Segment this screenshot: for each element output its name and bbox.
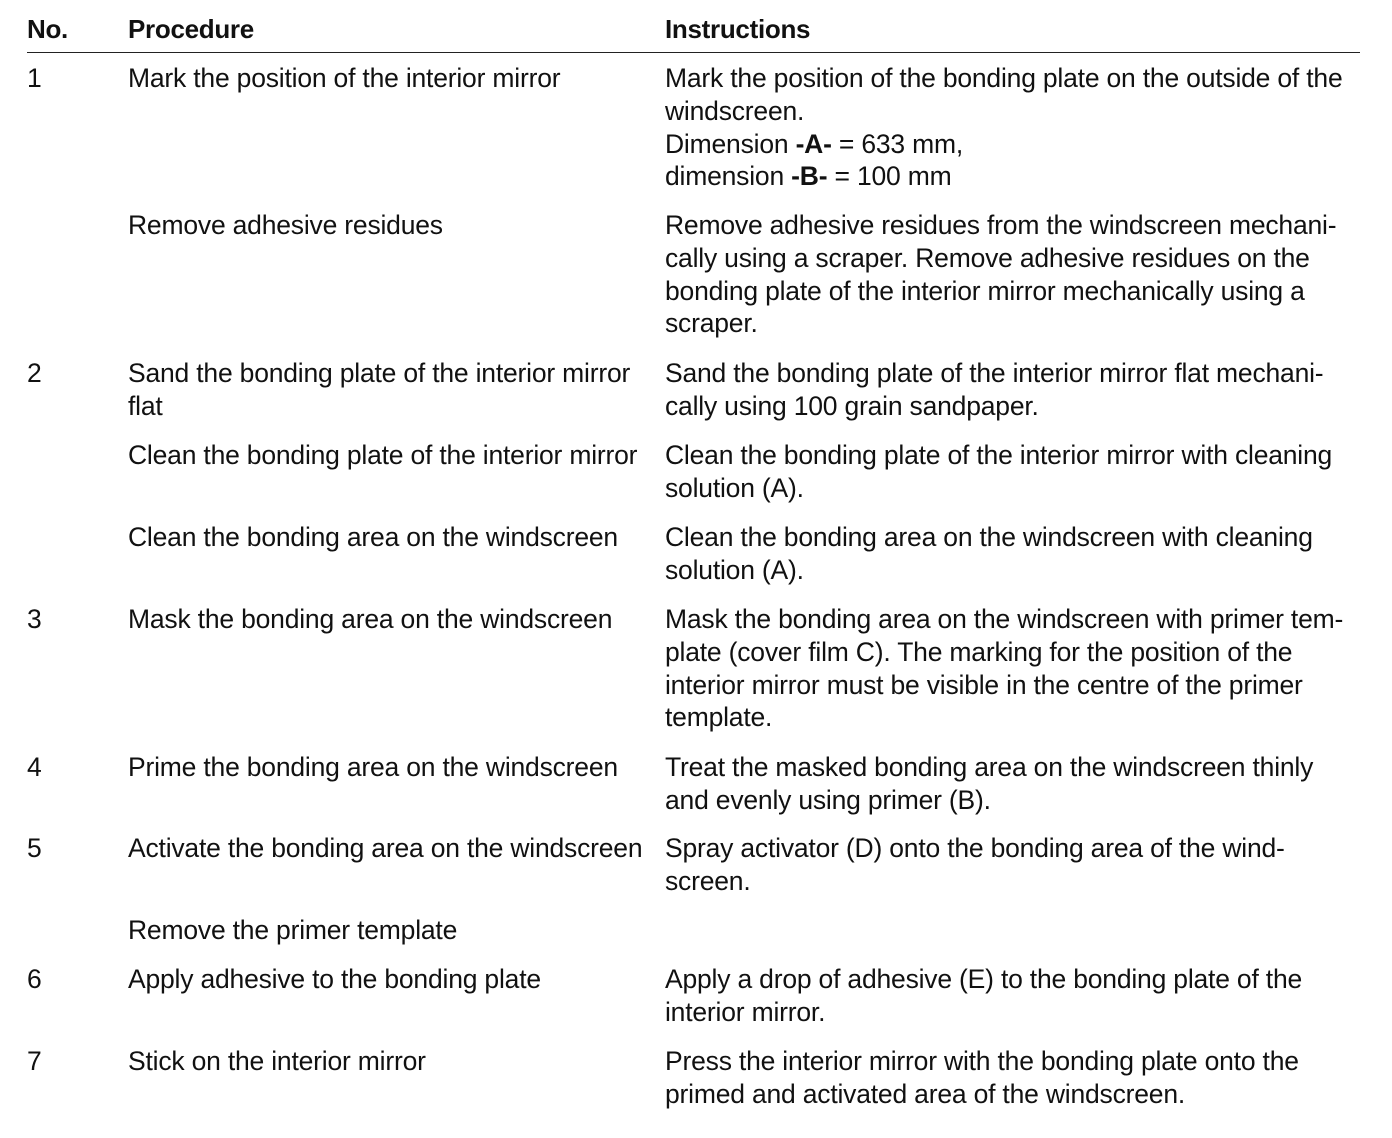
instructions-text: Spray activator (D) onto the bonding area of the wind- screen. [665, 833, 1285, 896]
procedure-text: Stick on the interior mirror [128, 1046, 426, 1076]
procedure-text: Prime the bonding area on the windscreen [128, 752, 618, 782]
procedure-text: Activate the bonding area on the windscreen [128, 833, 643, 863]
instructions-text: Clean the bonding plate of the interior mirror with cleaning solution (A). [665, 440, 1333, 503]
step-number: 3 [27, 604, 42, 634]
header-no: No. [27, 14, 68, 44]
dimension-a-value: = 633 mm, [831, 128, 964, 159]
table-header [27, 0, 1360, 53]
procedure-text: Remove the primer template [128, 915, 458, 945]
header-procedure: Procedure [128, 14, 254, 44]
procedure-text: Mark the position of the interior mirror [128, 63, 561, 93]
procedure-text: Apply adhesive to the bonding plate [128, 964, 541, 994]
step-number: 5 [27, 833, 42, 863]
dimension-a-label: -A- [795, 128, 832, 159]
step-number: 2 [27, 358, 42, 388]
dimension-b-value: = 100 mm [827, 161, 952, 192]
instructions-part: dimension [665, 161, 792, 192]
step-number: 4 [27, 752, 42, 782]
procedure-text: Mask the bonding area on the windscreen [128, 604, 613, 634]
instructions-text: Remove adhesive residues from the windscreen mechani- cally using a scraper. Remove adhesive residues on the bonding plate of the interior mirror mechanically using a scraper. [665, 210, 1337, 339]
instructions-text: Clean the bonding area on the windscreen with cleaning solution (A). [665, 522, 1313, 585]
header-instructions: Instructions [665, 14, 811, 44]
instructions-text: Apply a drop of adhesive (E) to the bonding plate of the interior mirror. [665, 964, 1303, 1027]
procedure-text: Remove adhesive residues [128, 210, 443, 240]
instructions-text [665, 62, 1360, 193]
procedure-text: Clean the bonding area on the windscreen [128, 522, 618, 552]
step-number: 1 [27, 63, 42, 93]
procedure-table [27, 0, 1360, 1109]
instructions-text: Mask the bonding area on the windscreen with primer tem- plate (cover film C). The marking for the position of the interior mirror must be visible in the centre of the primer template. [665, 604, 1344, 733]
procedure-text: Clean the bonding plate of the interior mirror [128, 440, 638, 470]
instructions-part: Mark the position of the bonding plate on the outside of the windscreen. Dimension [665, 63, 1343, 159]
instructions-text: Treat the masked bonding area on the windscreen thinly and evenly using primer (B). [665, 752, 1314, 815]
instructions-text: Press the interior mirror with the bonding plate onto the primed and activated area of the windscreen. [665, 1046, 1299, 1109]
procedure-text: Sand the bonding plate of the interior mirror flat [128, 358, 631, 421]
step-number: 6 [27, 964, 42, 994]
step-number: 7 [27, 1046, 42, 1076]
instructions-text: Sand the bonding plate of the interior mirror flat mechani- cally using 100 grain sandpaper. [665, 358, 1324, 421]
dimension-b-label: -B- [791, 161, 828, 192]
